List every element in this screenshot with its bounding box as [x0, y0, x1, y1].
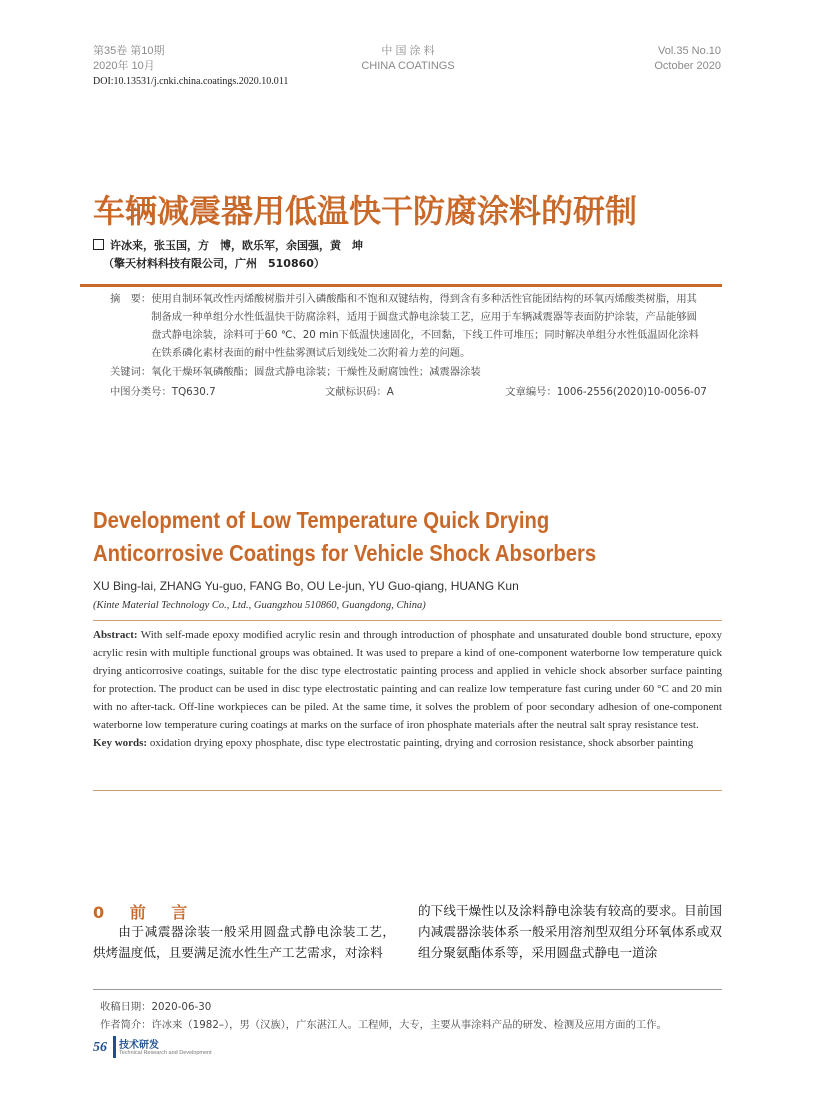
document-code: 文献标识码：A	[325, 386, 394, 398]
title-cn: 车辆减震器用低温快干防腐涂料的研制	[93, 192, 638, 230]
affiliation-en: (Kinte Material Technology Co., Ltd., Guangzhou 510860, Guangdong, China)	[93, 600, 426, 611]
header-journal	[300, 44, 516, 74]
page-number: 56	[93, 1040, 107, 1055]
authors-en: XU Bing-lai, ZHANG Yu-guo, FANG Bo, OU Le-jun, YU Guo-qiang, HUANG Kun	[93, 579, 519, 593]
divider	[93, 790, 722, 791]
abstract-cn-text: 使用自制环氧改性丙烯酸树脂并引入磷酸酯和不饱和双键结构，得到含有多种活性官能团结构的环氧丙烯酸类树脂，用其制备成一种单组分水性低温快干防腐涂料，适用于圆盘式静电涂装工艺，应用于车辆减震器等表面防护涂装，产品能够圆盘式静电涂装，涂料可于60 ℃、20 min下低温快速固化，不回黏，下线工件可堆压；同时解决单组分水性低温固化涂料在铁系磷化素材表面的耐中性盐雾测试后划线处二次附着力差的问题。	[151, 293, 699, 359]
footnote	[100, 998, 667, 1034]
abstract-en-label: Abstract:	[93, 629, 138, 641]
keywords-en: oxidation drying epoxy phosphate, disc type electrostatic painting, drying and corrosion resistance, shock absorber painting	[147, 737, 694, 749]
body-column-2: 的下线干燥性以及涂料静电涂装有较高的要求。目前国内减震器涂装体系一般采用溶剂型双组分环氧体系或双组分聚氨酯体系等，采用圆盘式静电一道涂	[418, 903, 722, 960]
abstract-cn	[110, 290, 707, 401]
abstract-en-text: With self-made epoxy modified acrylic resin and through introduction of phosphate and unsaturated double bond structure, epoxy acrylic resin with multiple functional groups was obtained. It was used to prepare a kind of one-component waterborne low temperature quick drying anticorrosive coatings, suitable for the disc type electrostatic painting process and applied in vehicle shock absorber surface painting for protection. The product can be used in disc type electrostatic painting and can realize low temperature fast curing under 60 °C and 20 min with no after-tack. Off-line workpieces can be piled. At the same time, it solves the problem of poor secondary adhesion of one-component waterborne low temperature curing coatings at marks on the surface of iron phosphate materials after the neutral salt spray resistance test.	[93, 629, 722, 731]
footnote-divider	[93, 989, 722, 990]
keywords-en-label: Key words:	[93, 737, 148, 749]
divider	[93, 620, 722, 621]
body-column-1: 由于减震器涂装一般采用圆盘式静电涂装工艺，烘烤温度低，且要满足流水性生产工艺需求，对涂料	[93, 924, 395, 960]
footer-column-en: Technical Research and Development	[119, 1050, 212, 1056]
journal-cn: 中 国 涂 料	[381, 45, 435, 57]
footer-column-cn: 技术研发	[119, 1040, 159, 1051]
article-number: 文章编号：1006-2556(2020)10-0056-07	[505, 386, 707, 398]
divider	[80, 284, 722, 287]
abstract-cn-label: 摘 要：	[110, 293, 152, 305]
abstract-en	[93, 626, 722, 752]
date-en: October 2020	[654, 60, 721, 72]
header-volume-cn	[93, 44, 165, 74]
authors-cn-block	[93, 237, 363, 273]
footer-bar	[113, 1036, 116, 1058]
square-bullet-icon	[93, 239, 104, 250]
authors-cn: 许冰来，张玉国，方 博，欧乐军，余国强，黄 坤	[110, 239, 363, 252]
journal-en: CHINA COATINGS	[361, 60, 455, 72]
date-cn: 2020年 10月	[93, 60, 155, 72]
doi[interactable]: DOI:10.13531/j.cnki.china.coatings.2020.10.011	[93, 76, 289, 87]
keywords-cn-label: 关键词：	[110, 366, 152, 378]
volume-cn: 第35卷 第10期	[93, 45, 165, 57]
received-date: 收稿日期：2020-06-30	[100, 1001, 212, 1013]
title-en-line1: Development of Low Temperature Quick Drying	[93, 507, 550, 533]
section-heading: 0 前 言	[93, 903, 198, 922]
author-bio: 作者简介：许冰来（1982–），男（汉族），广东湛江人。工程师，大专，主要从事涂料产品的研发、检测及应用方面的工作。	[100, 1019, 667, 1031]
title-en	[93, 504, 665, 570]
header-volume-en	[654, 44, 721, 74]
volume-en: Vol.35 No.10	[658, 45, 721, 57]
keywords-cn: 氧化干燥环氧磷酸酯；圆盘式静电涂装；干燥性及耐腐蚀性；减震器涂装	[151, 366, 481, 378]
title-en-line2: Anticorrosive Coatings for Vehicle Shock Absorbers	[93, 540, 597, 566]
clc-number: 中图分类号：TQ630.7	[110, 386, 216, 398]
affiliation-cn: （擎天材料科技有限公司，广州 510860）	[103, 257, 325, 270]
